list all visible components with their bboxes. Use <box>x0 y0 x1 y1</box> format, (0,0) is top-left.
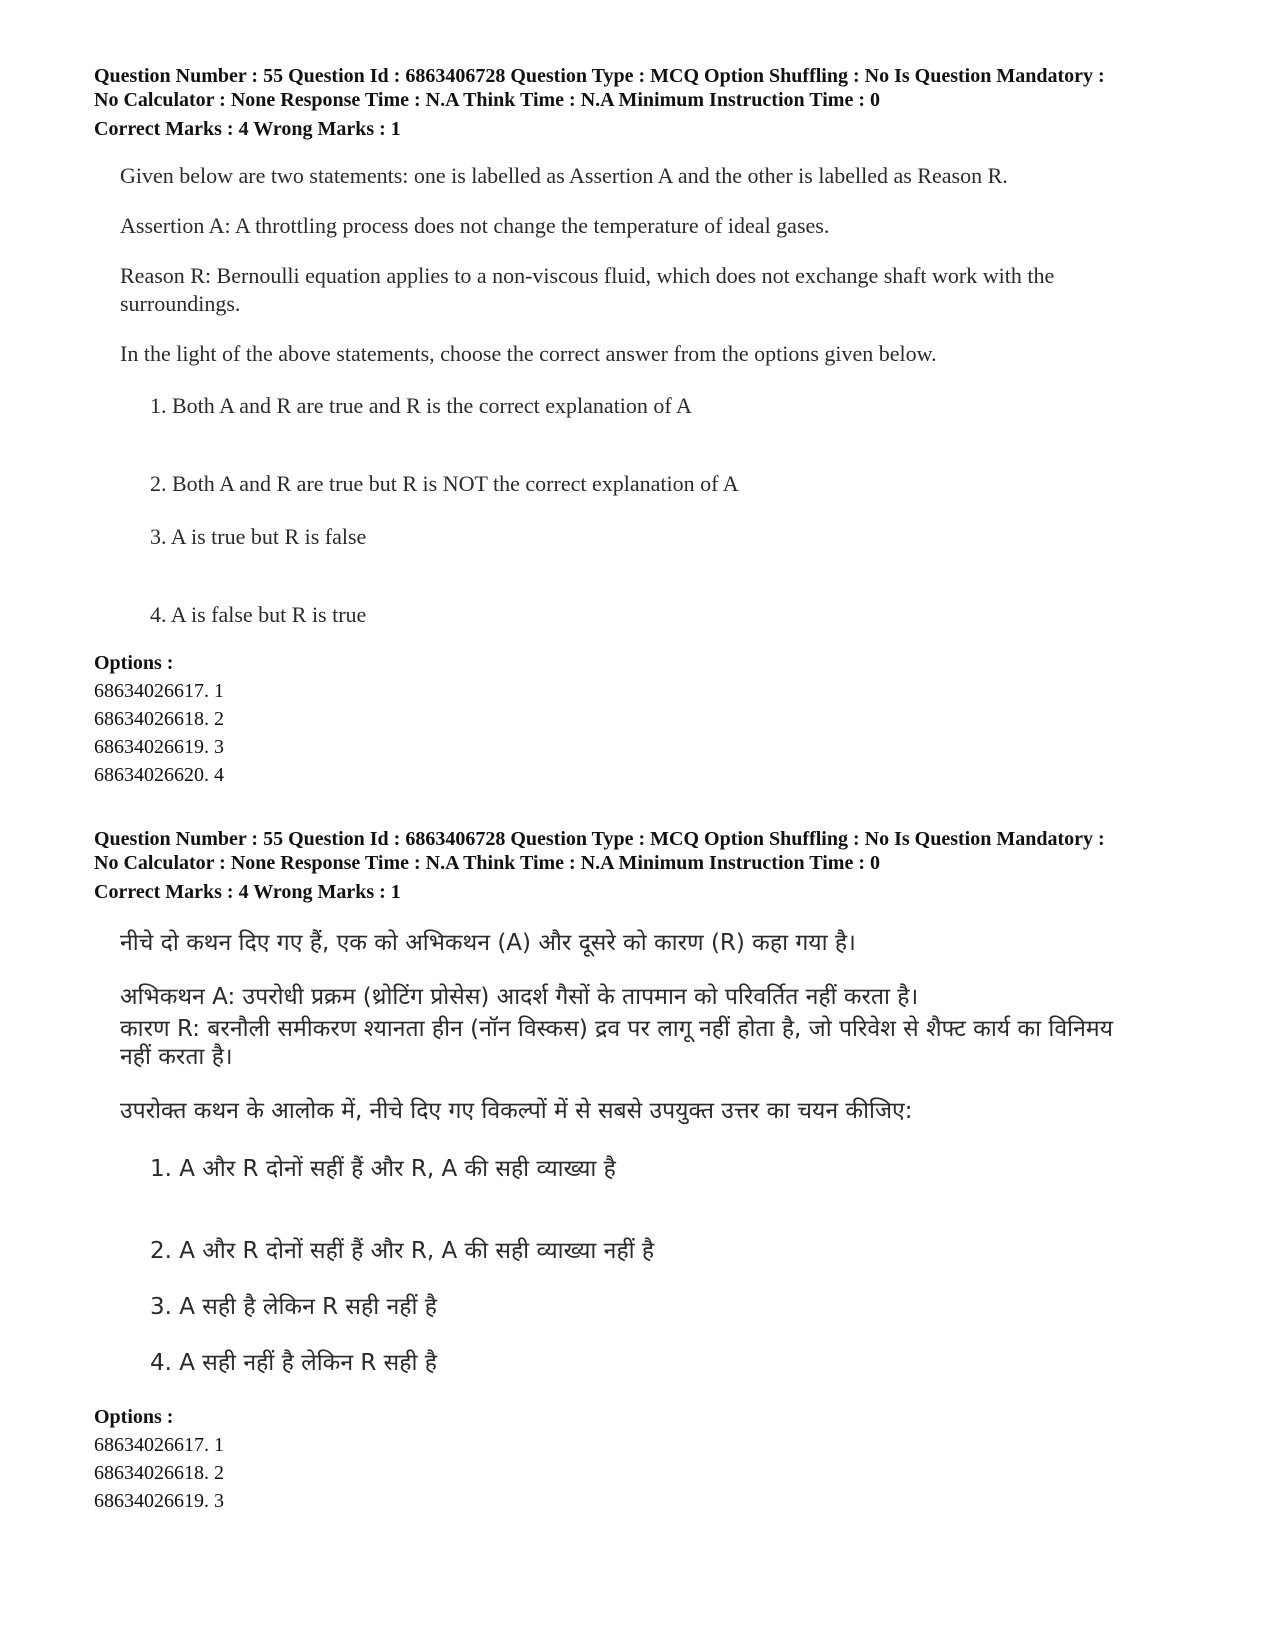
choice-1: 1. Both A and R are true and R is the correct explanation of A <box>150 393 692 418</box>
question-meta-line1: Question Number : 55 Question Id : 6863406728 Question Type : MCQ Option Shuffling : No Is Question Mandatory : <box>94 828 1105 850</box>
question-marks: Correct Marks : 4 Wrong Marks : 1 <box>94 118 401 140</box>
option-id-1: 68634026617. 1 <box>94 680 224 702</box>
assertion-text: अभिकथन A: उपरोधी प्रक्रम (थ्रोटिंग प्रोसेस) आदर्श गैसों के तापमान को परिवर्तित नहीं करता है। <box>120 984 919 1010</box>
options-title: Options : <box>94 652 174 674</box>
instruction-text: उपरोक्त कथन के आलोक में, नीचे दिए गए विकल्पों में से सबसे उपयुक्त उत्तर का चयन कीजिए: <box>120 1098 913 1124</box>
reason-text: कारण R: बरनौली समीकरण श्यानता हीन (नॉन विस्कस) द्रव पर लागू नहीं होता है, जो परिवेश से शैफ्ट कार्य का विनिमय नहीं करता है। <box>120 1016 1113 1070</box>
question-header-1 <box>94 64 1194 141</box>
question-marks: Correct Marks : 4 Wrong Marks : 1 <box>94 881 401 903</box>
choice-4: 4. A सही नहीं है लेकिन R सही है <box>150 1350 437 1376</box>
option-id-4: 68634026620. 4 <box>94 764 224 786</box>
assertion-text: Assertion A: A throttling process does not change the temperature of ideal gases. <box>120 213 830 238</box>
option-id-2: 68634026618. 2 <box>94 708 224 730</box>
option-id-3: 68634026619. 3 <box>94 1490 224 1512</box>
reason-text: Reason R: Bernoulli equation applies to a non-viscous fluid, which does not exchange shaft work with the surroundings. <box>120 263 1055 316</box>
options-title: Options : <box>94 1406 174 1428</box>
choice-4: 4. A is false but R is true <box>150 602 367 627</box>
choice-3: 3. A सही है लेकिन R सही नहीं है <box>150 1294 437 1320</box>
option-id-1: 68634026617. 1 <box>94 1434 224 1456</box>
question-meta-line2: No Calculator : None Response Time : N.A Think Time : N.A Minimum Instruction Time : 0 <box>94 89 880 111</box>
question-header-2 <box>94 827 1194 904</box>
choice-3: 3. A is true but R is false <box>150 524 367 549</box>
option-id-2: 68634026618. 2 <box>94 1462 224 1484</box>
question-meta-line2: No Calculator : None Response Time : N.A Think Time : N.A Minimum Instruction Time : 0 <box>94 852 880 874</box>
question-intro: नीचे दो कथन दिए गए हैं, एक को अभिकथन (A) और दूसरे को कारण (R) कहा गया है। <box>120 930 856 956</box>
choice-2: 2. A और R दोनों सहीं हैं और R, A की सही व्याख्या नहीं है <box>150 1238 655 1264</box>
choice-2: 2. Both A and R are true but R is NOT the correct explanation of A <box>150 471 739 496</box>
option-id-3: 68634026619. 3 <box>94 736 224 758</box>
question-intro: Given below are two statements: one is labelled as Assertion A and the other is labelled as Reason R. <box>120 163 1008 188</box>
choice-1: 1. A और R दोनों सहीं हैं और R, A की सही व्याख्या है <box>150 1156 616 1182</box>
instruction-text: In the light of the above statements, choose the correct answer from the options given below. <box>120 341 937 366</box>
question-meta-line1: Question Number : 55 Question Id : 6863406728 Question Type : MCQ Option Shuffling : No Is Question Mandatory : <box>94 65 1105 87</box>
